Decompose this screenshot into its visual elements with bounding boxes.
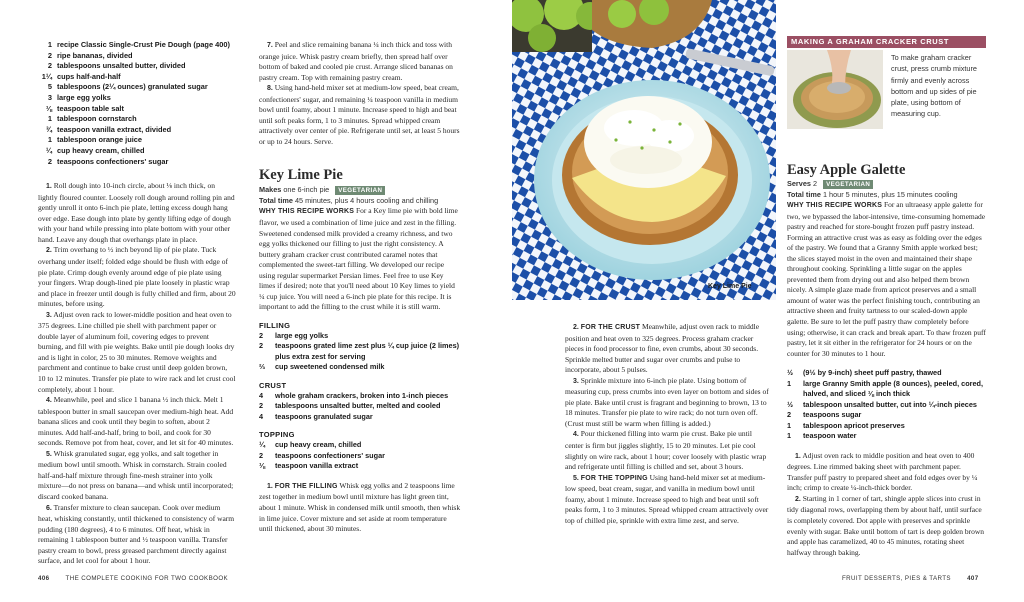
ingredient-quantity: 2	[259, 341, 264, 351]
ingredient-text: tablespoons unsalted butter, divided	[57, 61, 186, 71]
ingredient-item	[259, 451, 461, 462]
ingredient-item	[787, 431, 987, 442]
total-time-label: Total time	[787, 189, 821, 199]
ingredient-item	[38, 125, 236, 136]
ingredient-quantity: 1	[47, 135, 52, 145]
ingredient-item	[38, 135, 236, 146]
key-lime-total-time	[259, 196, 461, 207]
column-4	[787, 162, 987, 558]
ingredient-item	[787, 400, 987, 411]
recipe-step	[565, 322, 770, 376]
ingredient-text: cups half-and-half	[57, 71, 121, 81]
ingredient-item	[787, 368, 987, 379]
key-lime-makes	[259, 185, 461, 196]
step-number: 8.	[267, 85, 273, 93]
ingredient-item	[38, 40, 236, 51]
recipe-step	[787, 494, 987, 558]
step-text: Whisk granulated sugar, egg yolks, and salt together in medium bowl until smooth. Whisk in cornstarch. Strain cooled half-and-half mixture through fine-mesh strainer into yolk mixture—do not press on banana—and whisk until incorporated; discard cooked banana.	[38, 448, 234, 501]
ingredient-text: teaspoons confectioners' sugar	[275, 450, 385, 460]
step-lead: FOR THE TOPPING	[580, 474, 648, 482]
key-lime-title: Key Lime Pie	[259, 167, 343, 184]
step-text: Whisk egg yolks and 2 teaspoons lime zest together in medium bowl until mixture has light green tint, about 1 minute. Whisk in condensed milk until smooth, then whisk in lime juice. Cover mixture and set aside at room temperature until thickened, about 30 minutes.	[259, 480, 461, 534]
crust-list	[259, 391, 461, 423]
ingredient-text: teaspoon vanilla extract, divided	[57, 124, 172, 134]
filling-list	[259, 331, 461, 373]
filling-heading: FILLING	[259, 320, 291, 330]
key-lime-pie-photo	[512, 0, 776, 300]
step-text: Adjust oven rack to lower-middle position and heat oven to 375 degrees. Line chilled pie shell with parchment paper or double layer of aluminum foil, covering edges to prevent burning, and fill with pie weights. Bake until pie dough looks dry and is light in color, 25 to 30 minutes. Remove weights and parchment and continue to bake crust until deep golden brown, 10 to 12 minutes. Transfer pie plate to wire rack and let crust cool completely, about 1 hour.	[38, 309, 236, 394]
ingredient-quantity: ⅛	[259, 461, 266, 471]
step-number: 3.	[573, 377, 579, 385]
ingredient-quantity: 4	[259, 411, 264, 421]
graham-crust-text: To make graham cracker crust, press crumb mixture firmly and evenly across bottom and up sides of pie plate, using bottom of measuring cup.	[891, 53, 977, 119]
ingredient-text: tablespoon orange juice	[57, 135, 143, 145]
ingredient-item	[259, 440, 461, 451]
chapter-title: FRUIT DESSERTS, PIES & TARTS	[842, 575, 951, 582]
graham-crust-header: MAKING A GRAHAM CRACKER CRUST	[787, 36, 986, 48]
ingredient-text: large Granny Smith apple (8 ounces), peeled, cored, halved, and sliced ⅛ inch thick	[803, 378, 984, 399]
ingredient-quantity: 2	[47, 156, 52, 166]
step-number: 5.	[46, 450, 52, 458]
ingredient-quantity: 1	[47, 40, 52, 49]
ingredient-text: tablespoon unsalted butter, cut into ¼-inch pieces	[803, 399, 977, 409]
ingredient-quantity: 2	[47, 50, 52, 60]
why-label: WHY THIS RECIPE WORKS	[259, 208, 355, 216]
galette-serves	[787, 179, 987, 190]
page-number-left: 406	[38, 575, 50, 582]
page-number-right: 407	[967, 575, 979, 582]
step-number: 5.	[573, 474, 579, 482]
step-text: Adjust oven rack to middle position and heat oven to 400 degrees. Line rimmed baking sheet with parchment paper. Transfer puff pastry to prepared sheet and fold edges over by ¼ inch; crimp to create ¼-inch-thick border.	[787, 450, 978, 493]
ingredient-item	[787, 379, 987, 400]
recipe-step	[259, 40, 461, 83]
recipe-step	[38, 503, 236, 567]
ingredient-item	[259, 412, 461, 423]
why-text: For a Key lime pie with bold lime flavor, we used a combination of lime juice and zest in the filling. Sweetened condensed milk provided a creamy richness, and two egg yolks thickened our filling to just the right consistency. A buttery graham cracker crust contributed caramel notes that complemented the sweet-tart filling. We developed our recipe using regular supermarket Persian limes. Feel free to use Key limes if desired; note that you'll need about 10 Key limes to yield ¼ cup juice. You will need a 6-inch pie plate for this recipe. It is important to add the filling to the crust while it is still warm.	[259, 206, 458, 312]
ingredient-text: tablespoon cornstarch	[57, 114, 137, 124]
ingredient-quantity: 5	[47, 82, 52, 92]
step-number: 3.	[46, 311, 52, 319]
ingredient-text: teaspoon water	[803, 431, 857, 441]
ingredient-quantity: 1	[47, 114, 52, 124]
ingredient-item	[259, 362, 461, 373]
recipe-step	[38, 449, 236, 503]
ingredient-quantity: 3	[47, 92, 52, 102]
book-title: THE COMPLETE COOKING FOR TWO COOKBOOK	[65, 575, 229, 582]
ingredient-item	[38, 114, 236, 125]
ingredient-quantity: 2	[259, 330, 264, 340]
recipe-step	[38, 245, 236, 309]
key-lime-step-1	[259, 481, 461, 535]
recipe-step	[38, 310, 236, 395]
ingredient-item	[38, 157, 236, 168]
footer-right	[842, 575, 979, 582]
ingredient-item	[38, 146, 236, 157]
ingredient-item	[259, 391, 461, 402]
ingredient-text: ripe bananas, divided	[57, 50, 133, 60]
galette-ingredients	[787, 368, 987, 442]
topping-heading: TOPPING	[259, 430, 295, 440]
step-number: 4.	[46, 397, 52, 405]
column-1	[38, 40, 236, 567]
step-lead: FOR THE FILLING	[274, 482, 338, 490]
step-lead: FOR THE CRUST	[580, 324, 641, 331]
ingredient-item	[259, 461, 461, 472]
galette-total-time	[787, 190, 987, 201]
ingredient-quantity: 1¼	[41, 71, 52, 81]
ingredient-text: cup heavy cream, chilled	[275, 440, 362, 450]
ingredient-item	[259, 401, 461, 412]
ingredient-quantity: 1	[787, 420, 792, 430]
ingredient-quantity: ¾	[45, 124, 52, 134]
graham-crust-photo	[787, 50, 883, 129]
galette-title: Easy Apple Galette	[787, 162, 906, 178]
why-label: WHY THIS RECIPE WORKS	[787, 202, 883, 209]
total-time-label: Total time	[259, 195, 293, 205]
step-text: Meanwhile, adjust oven rack to middle position and heat oven to 325 degrees. Process graham cracker pieces in food processor to fine, even crumbs, about 30 seconds. Sprinkle melted butter and sugar over crumbs and pulse to incorporate, about 5 pulses.	[565, 322, 760, 375]
step-number: 1.	[267, 482, 273, 490]
step-text: Roll dough into 10-inch circle, about ⅛ inch thick, on lightly floured counter. Loosely roll dough around rolling pin and gently unroll it onto 6-inch pie plate, letting excess dough hang over edge. Ease dough into plate by gently lifting edge of dough with your hand while pressing into plate bottom with your other hand. Leave any dough that overhangs plate in place.	[38, 181, 235, 244]
ingredient-item	[38, 82, 236, 93]
step-number: 1.	[46, 183, 52, 191]
recipe-step	[259, 83, 461, 147]
ingredient-quantity: 1	[787, 378, 792, 388]
ingredient-quantity: ⅔	[259, 362, 266, 372]
ingredient-quantity: ⅛	[45, 103, 52, 113]
ingredient-quantity: 2	[259, 401, 264, 411]
crust-heading: CRUST	[259, 380, 287, 390]
step-number: 7.	[267, 42, 273, 49]
photo-caption: Key Lime Pie	[708, 283, 752, 290]
topping-list	[259, 440, 461, 472]
ingredient-quantity: 4	[259, 390, 264, 400]
column-3	[565, 322, 770, 526]
step-text: Pour thickened filling into warm pie crust. Bake pie until center is firm but jiggles slightly, 15 to 20 minutes. Let pie cool slightly on wire rack, about 1 hour; cover loosely with plastic wrap and refrigerate until filling is chilled and set, about 3 hours.	[565, 429, 767, 472]
ingredient-quantity: ¼	[259, 440, 266, 450]
step-text: Sprinkle mixture into 6-inch pie plate. Using bottom of measuring cup, press crumbs into even layer on bottom and sides of pie plate. Bake until crust is fragrant and beginning to brown, 13 to 18 minutes. Transfer pie plate to wire rack; do not turn oven off. (Crust must still be warm when filling is added.)	[565, 375, 769, 428]
ingredient-item	[259, 331, 461, 342]
step-number: 2.	[795, 495, 801, 503]
ingredient-text: tablespoons unsalted butter, melted and cooled	[275, 401, 441, 411]
key-lime-why	[259, 206, 461, 312]
ingredient-quantity: ¼	[45, 145, 52, 155]
why-text: For an ultraeasy apple galette for two, we bypassed the labor-intensive, time-consuming homemade pastry and reached for store-bought frozen puff pastry instead. Forming an attractive crust was as easy as folding over the edges of the pastry. We found that a Granny Smith apple worked best; the slices stayed moist in the oven and maintained their shape throughout cooking. Sprinkling a little sugar on the apples prevented them from drying out and also helped them brown nicely. A simple glaze made from apricot preserves and a small amount of water was the perfect finishing touch, contributing an attractive sheen and fruity tartness to our scaled-down apple galette. Be sure to let the puff pastry thaw completely before using; otherwise, it can crack and break apart. To thaw frozen puff pastry, let it sit either in the refrigerator for 24 hours or on the counter for 30 minutes to 1 hour.	[787, 200, 986, 358]
ingredient-quantity: ½	[787, 368, 794, 378]
step-number: 6.	[46, 504, 52, 512]
step-text: Transfer mixture to clean saucepan. Cook over medium heat, whisking constantly, until thickened to consistency of warm pudding (180 degrees), 4 to 6 minutes. Off heat, whisk in remaining 1 tablespoon butter and ½ teaspoon vanilla. Transfer pastry cream to bowl, press greased parchment directly against surface, and let cool for about 1 hour.	[38, 502, 235, 566]
step-text: Trim overhang to ½ inch beyond lip of pie plate. Tuck overhang under itself; folded edge should be flush with edge of pie plate. Crimp dough evenly around edge of pie plate using your fingers. Wrap dough-lined pie plate loosely in plastic wrap and place in freezer until dough is fully chilled and firm, about 20 minutes, before using.	[38, 245, 236, 309]
column-2	[259, 40, 461, 535]
ingredient-text: teaspoons grated lime zest plus ¼ cup juice (2 limes) plus extra zest for serving	[275, 341, 460, 361]
makes-label: Makes	[259, 185, 282, 195]
step-number: 2.	[573, 324, 579, 331]
recipe-step	[787, 451, 987, 494]
ingredient-text: large egg yolks	[57, 92, 111, 102]
ingredient-item	[38, 104, 236, 115]
recipe-step	[38, 395, 236, 449]
step-text: Starting in 1 corner of tart, shingle apple slices into crust in tidy diagonal rows, overlapping them by about half, until surface is completely covered. Dot apple with preserves and sprinkle evenly with sugar. Bake until bottom of tart is deep golden brown and apple has caramelized, 40 to 45 minutes, rotating sheet halfway through baking.	[787, 493, 985, 557]
ingredient-quantity: 2	[47, 61, 52, 71]
ingredient-text: tablespoons (2¼ ounces) granulated sugar	[57, 82, 208, 92]
ingredient-text: cup heavy cream, chilled	[57, 145, 145, 155]
step-number: 2.	[46, 247, 52, 255]
ingredient-text: cup sweetened condensed milk	[275, 362, 385, 372]
ingredient-text: teaspoon vanilla extract	[275, 461, 359, 471]
ingredient-quantity: 2	[787, 410, 792, 420]
serves-label: Serves	[787, 179, 811, 188]
footer-left	[38, 575, 228, 582]
step-text: Using hand-held mixer set at medium-low speed, beat cream, confectioners' sugar, and remaining ¼ teaspoon vanilla in medium bowl until foamy, about 1 minute. Increase speed to high and beat until soft peaks form, 1 to 3 minutes. Spread whipped cream attractively over center of pie. Refrigerate until set, at least 5 hours or up to 24 hours. Serve.	[259, 83, 460, 146]
banana-cream-steps	[38, 181, 236, 567]
ingredient-text: large egg yolks	[275, 330, 329, 340]
ingredient-text: (9½ by 9-inch) sheet puff pastry, thawed	[803, 368, 942, 378]
ingredient-quantity: ½	[787, 399, 794, 409]
galette-steps	[787, 451, 987, 558]
step-text: Meanwhile, peel and slice 1 banana ½ inch thick. Melt 1 tablespoon butter in small saucepan over medium-high heat. Add banana slices and cook until they begin to soften, about 2 minutes. Add half-and-half, bring to boil, and cook for 30 seconds. Remove pot from heat, cover, and let sit for 40 minutes.	[38, 395, 234, 448]
total-time-value: 1 hour 5 minutes, plus 15 minutes cooling	[822, 189, 958, 199]
ingredient-text: tablespoon apricot preserves	[803, 420, 905, 430]
ingredient-quantity: 2	[259, 450, 264, 460]
recipe-step	[565, 429, 770, 472]
recipe-step	[38, 181, 236, 245]
makes-value: one 6-inch pie	[283, 185, 330, 195]
ingredient-quantity: 1	[787, 431, 792, 441]
step-number: 1.	[795, 452, 801, 460]
vegetarian-badge: VEGETARIAN	[823, 180, 873, 189]
recipe-step	[565, 376, 770, 430]
ingredient-text: teaspoons granulated sugar	[275, 411, 373, 421]
ingredient-item	[787, 421, 987, 432]
ingredient-text: whole graham crackers, broken into 1-inch pieces	[275, 390, 449, 400]
ingredient-text: recipe Classic Single-Crust Pie Dough (page 400)	[57, 40, 230, 49]
vegetarian-badge: VEGETARIAN	[335, 186, 385, 195]
ingredient-text: teaspoons confectioners' sugar	[57, 156, 169, 166]
ingredient-item	[38, 93, 236, 104]
ingredient-text: teaspoon table salt	[57, 103, 124, 113]
step-number: 4.	[573, 431, 579, 439]
serves-value: 2	[812, 179, 818, 188]
ingredient-text: teaspoons sugar	[803, 410, 862, 420]
ingredient-item	[38, 51, 236, 62]
ingredient-item	[38, 72, 236, 83]
key-lime-recipe	[259, 167, 461, 534]
banana-cream-ingredients	[38, 40, 236, 167]
banana-cream-steps-cont	[259, 40, 461, 147]
total-time-value: 45 minutes, plus 4 hours cooling and chilling	[294, 195, 439, 205]
ingredient-item	[38, 61, 236, 72]
ingredient-item	[259, 341, 461, 362]
step-text: Peel and slice remaining banana ¼ inch thick and toss with orange juice. Whisk pastry cream briefly, then spread half over bottom of baked and cooled pie crust. Arrange sliced bananas on pastry cream. Top with remaining pastry cream.	[259, 40, 453, 82]
step-text: Using hand-held mixer set at medium-low speed, beat cream, sugar, and vanilla in medium bowl until foamy, about 1 minute. Increase speed to high and beat until soft peaks form, 1 to 3 minutes. Spread whipped cream attractively over top of chilled pie, sprinkle with extra lime zest, and serve.	[565, 472, 769, 525]
recipe-step	[565, 473, 770, 527]
ingredient-item	[787, 410, 987, 421]
galette-why	[787, 200, 987, 359]
